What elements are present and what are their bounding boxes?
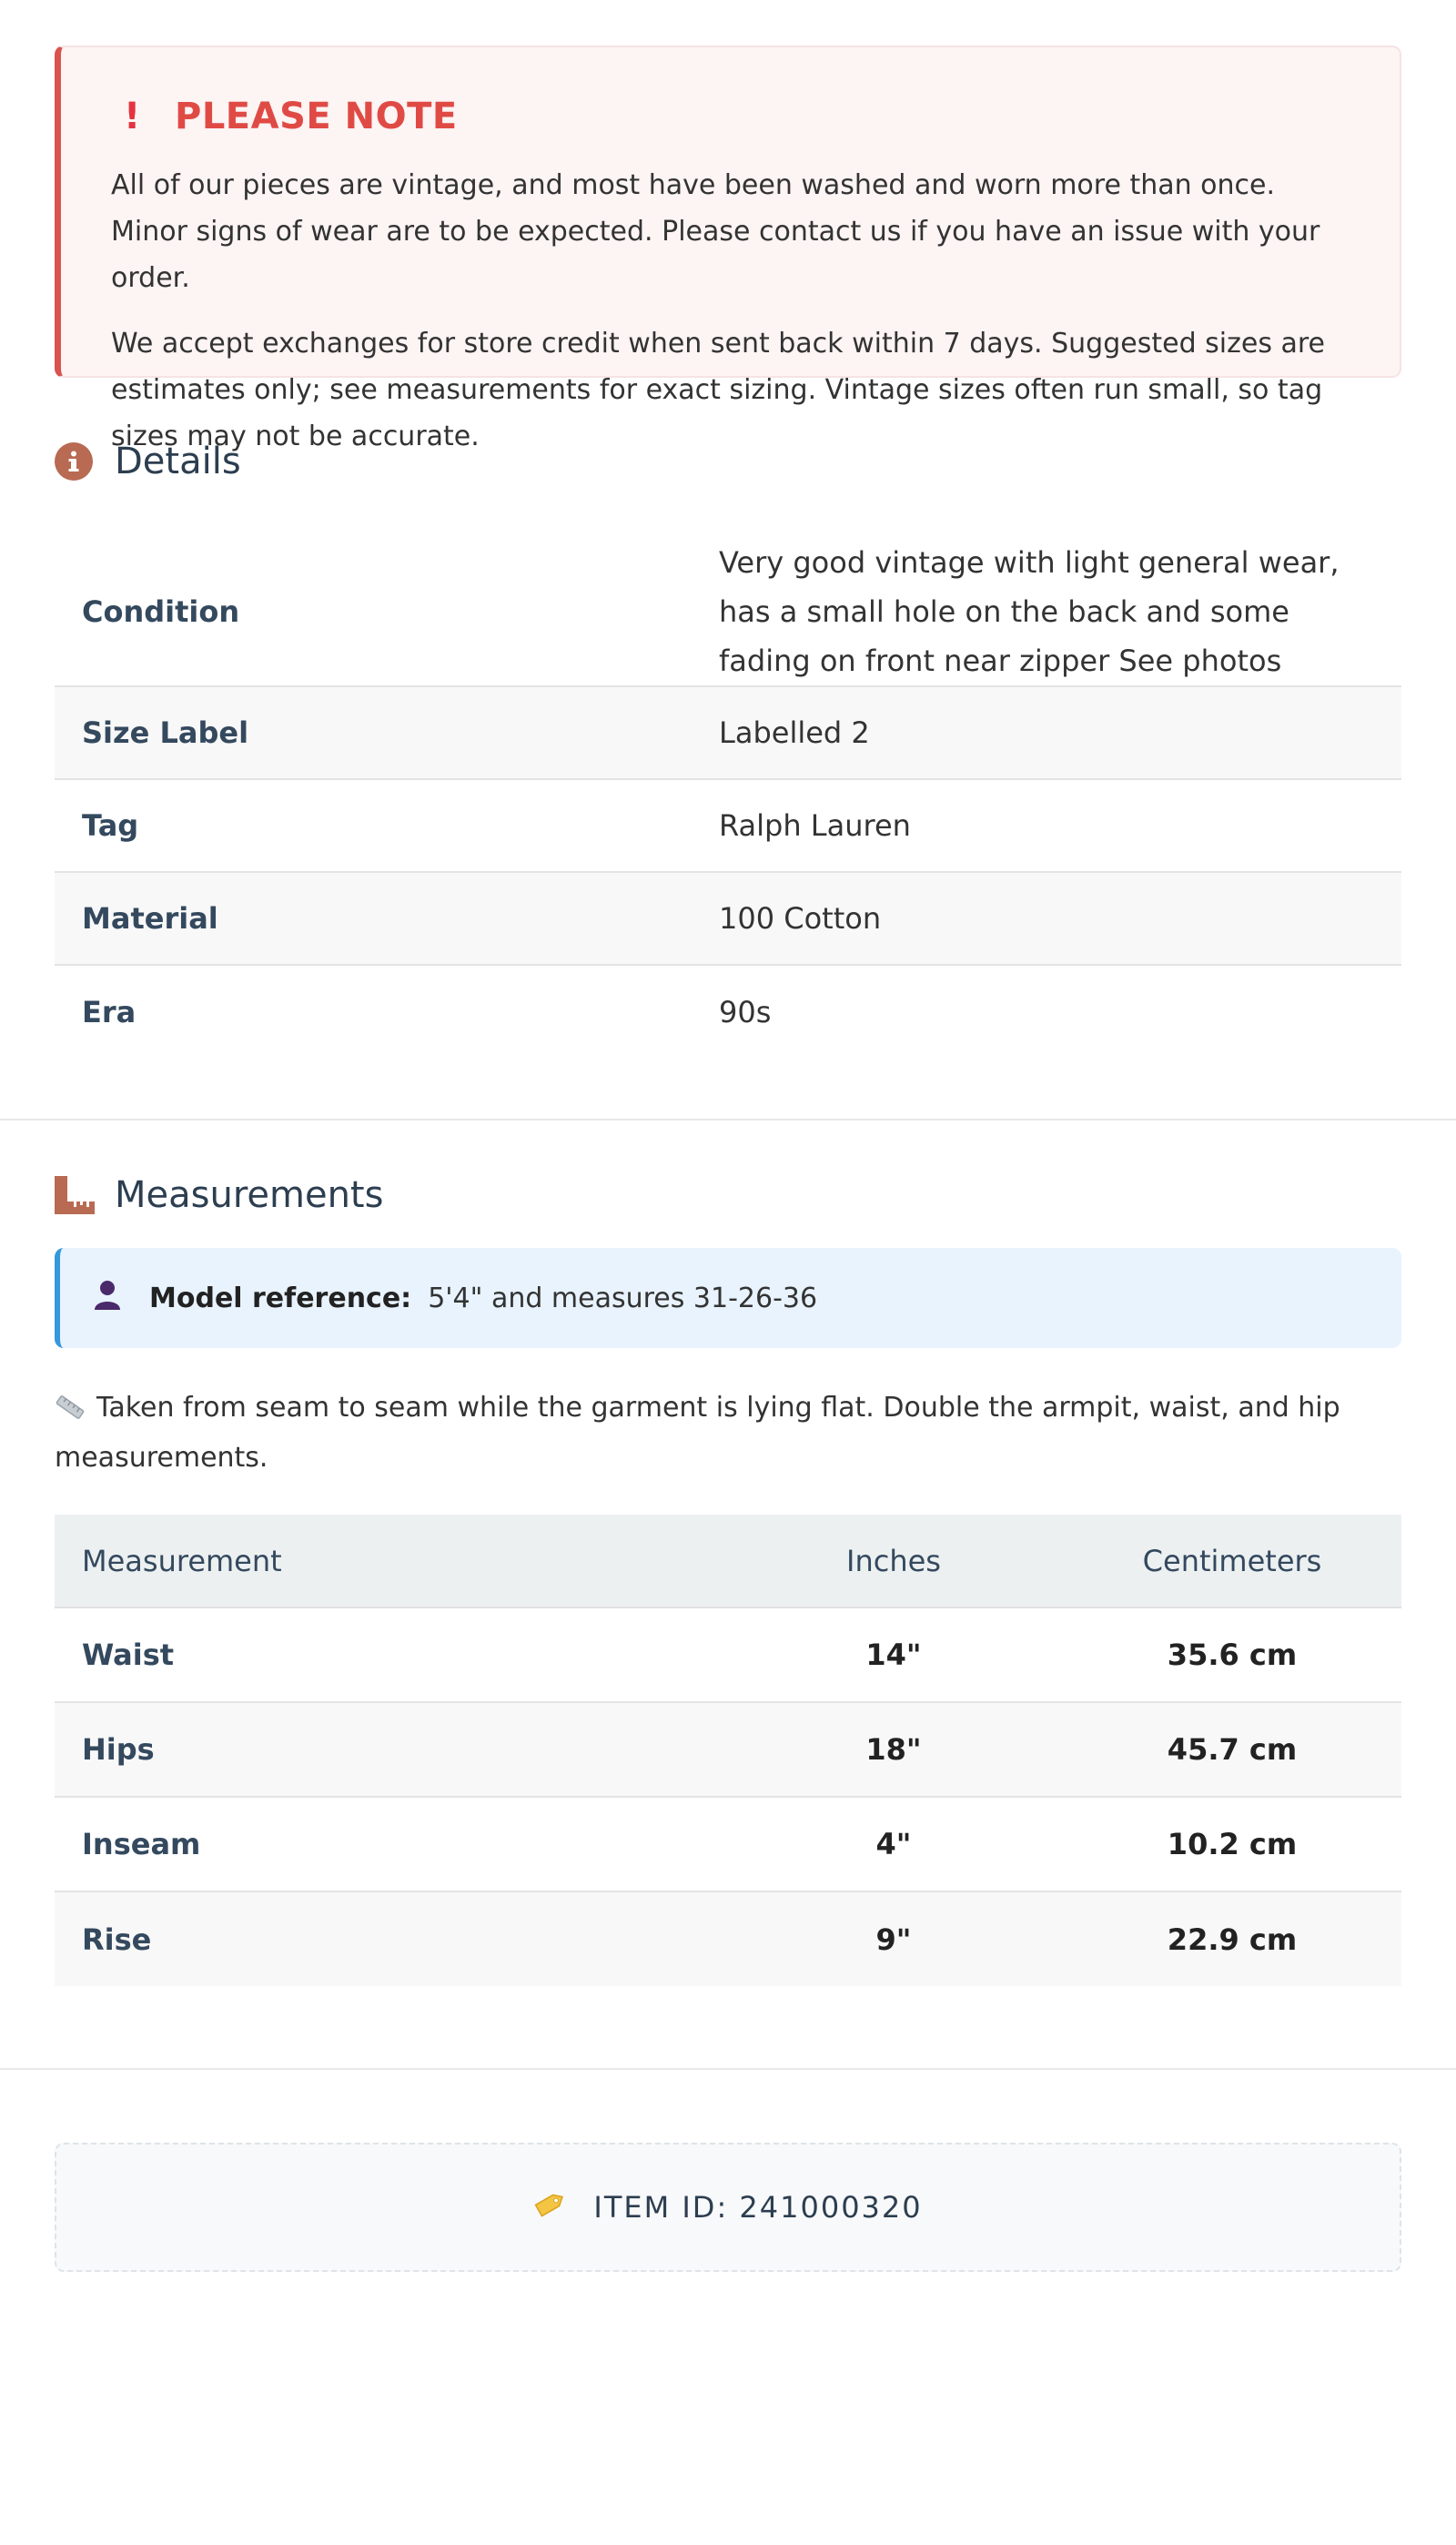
measurement-cm: 45.7 cm <box>1167 1732 1298 1767</box>
column-header: Measurement <box>82 1543 282 1578</box>
table-row <box>55 965 1401 1058</box>
model-reference-label: Model reference: <box>149 1282 412 1314</box>
measurement-inches: 18" <box>865 1732 922 1767</box>
measurement-note <box>55 1384 1401 1481</box>
measurement-inches: 9" <box>875 1921 912 1957</box>
detail-value: Labelled 2 <box>719 715 870 750</box>
notice-paragraph: We accept exchanges for store credit when sent back within 7 days. Suggested sizes are estimates only; see measurements for exact sizing. Vintage sizes often run small, so tag sizes may not be accurate. <box>111 328 1326 452</box>
measurement-name: Rise <box>82 1921 152 1957</box>
detail-value: 100 Cotton <box>719 901 882 936</box>
measurement-name: Inseam <box>82 1827 201 1861</box>
details-heading: Details <box>115 441 241 482</box>
details-table <box>55 538 1401 1058</box>
table-row <box>55 1891 1401 1986</box>
info-circle-icon <box>55 441 115 482</box>
item-id-text: ITEM ID: 241000320 <box>593 2190 923 2225</box>
table-row <box>55 1607 1401 1702</box>
detail-label: Tag <box>82 808 139 843</box>
measurements-table <box>55 1515 1401 1986</box>
table-row <box>55 686 1401 779</box>
ruler-small-icon <box>55 1388 86 1435</box>
notice-title: PLEASE NOTE <box>175 96 458 137</box>
notice-paragraph: All of our pieces are vintage, and most have been washed and worn more than once. Minor signs of wear are to be expected. Please contact us if you have an issue with your order. <box>111 169 1320 294</box>
notice-header <box>111 98 1352 135</box>
measurement-name: Hips <box>82 1732 155 1767</box>
measurement-cm: 22.9 cm <box>1167 1921 1298 1957</box>
measurements-heading: Measurements <box>115 1174 384 1216</box>
table-row <box>55 779 1401 872</box>
exclamation-icon: ! <box>124 96 141 137</box>
detail-label: Material <box>82 901 218 936</box>
notice-box <box>55 46 1401 452</box>
tag-icon <box>533 2188 568 2226</box>
table-row <box>55 872 1401 965</box>
detail-label: Condition <box>82 594 240 629</box>
measurement-inches: 4" <box>875 1827 912 1861</box>
ruler-icon <box>55 1175 115 1215</box>
measurements-header <box>55 1175 1401 1215</box>
measurement-note-text: Taken from seam to seam while the garment is lying flat. Double the armpit, waist, and hip measurements. <box>55 1392 1340 1474</box>
column-header: Inches <box>846 1543 941 1578</box>
measurement-cm: 35.6 cm <box>1167 1638 1298 1672</box>
detail-label: Era <box>82 994 136 1029</box>
section-divider <box>0 1119 1456 1120</box>
column-header: Centimeters <box>1142 1543 1322 1578</box>
table-row <box>55 1702 1401 1797</box>
measurement-name: Waist <box>82 1638 175 1672</box>
item-id-box <box>55 2143 1401 2272</box>
table-row <box>55 538 1401 686</box>
measurement-cm: 10.2 cm <box>1167 1827 1298 1861</box>
measurement-inches: 14" <box>865 1638 922 1672</box>
detail-value: Very good vintage with light general wear, has a small hole on the back and some fading on front near zipper See photos <box>719 545 1340 678</box>
model-reference-value: 5'4" and measures 31-26-36 <box>428 1282 818 1314</box>
detail-value: 90s <box>719 994 772 1029</box>
detail-value: Ralph Lauren <box>719 808 911 843</box>
person-icon <box>93 1279 122 1317</box>
model-reference <box>55 1248 1401 1348</box>
detail-label: Size Label <box>82 715 249 750</box>
table-row <box>55 1797 1401 1891</box>
table-header-row <box>55 1515 1401 1607</box>
